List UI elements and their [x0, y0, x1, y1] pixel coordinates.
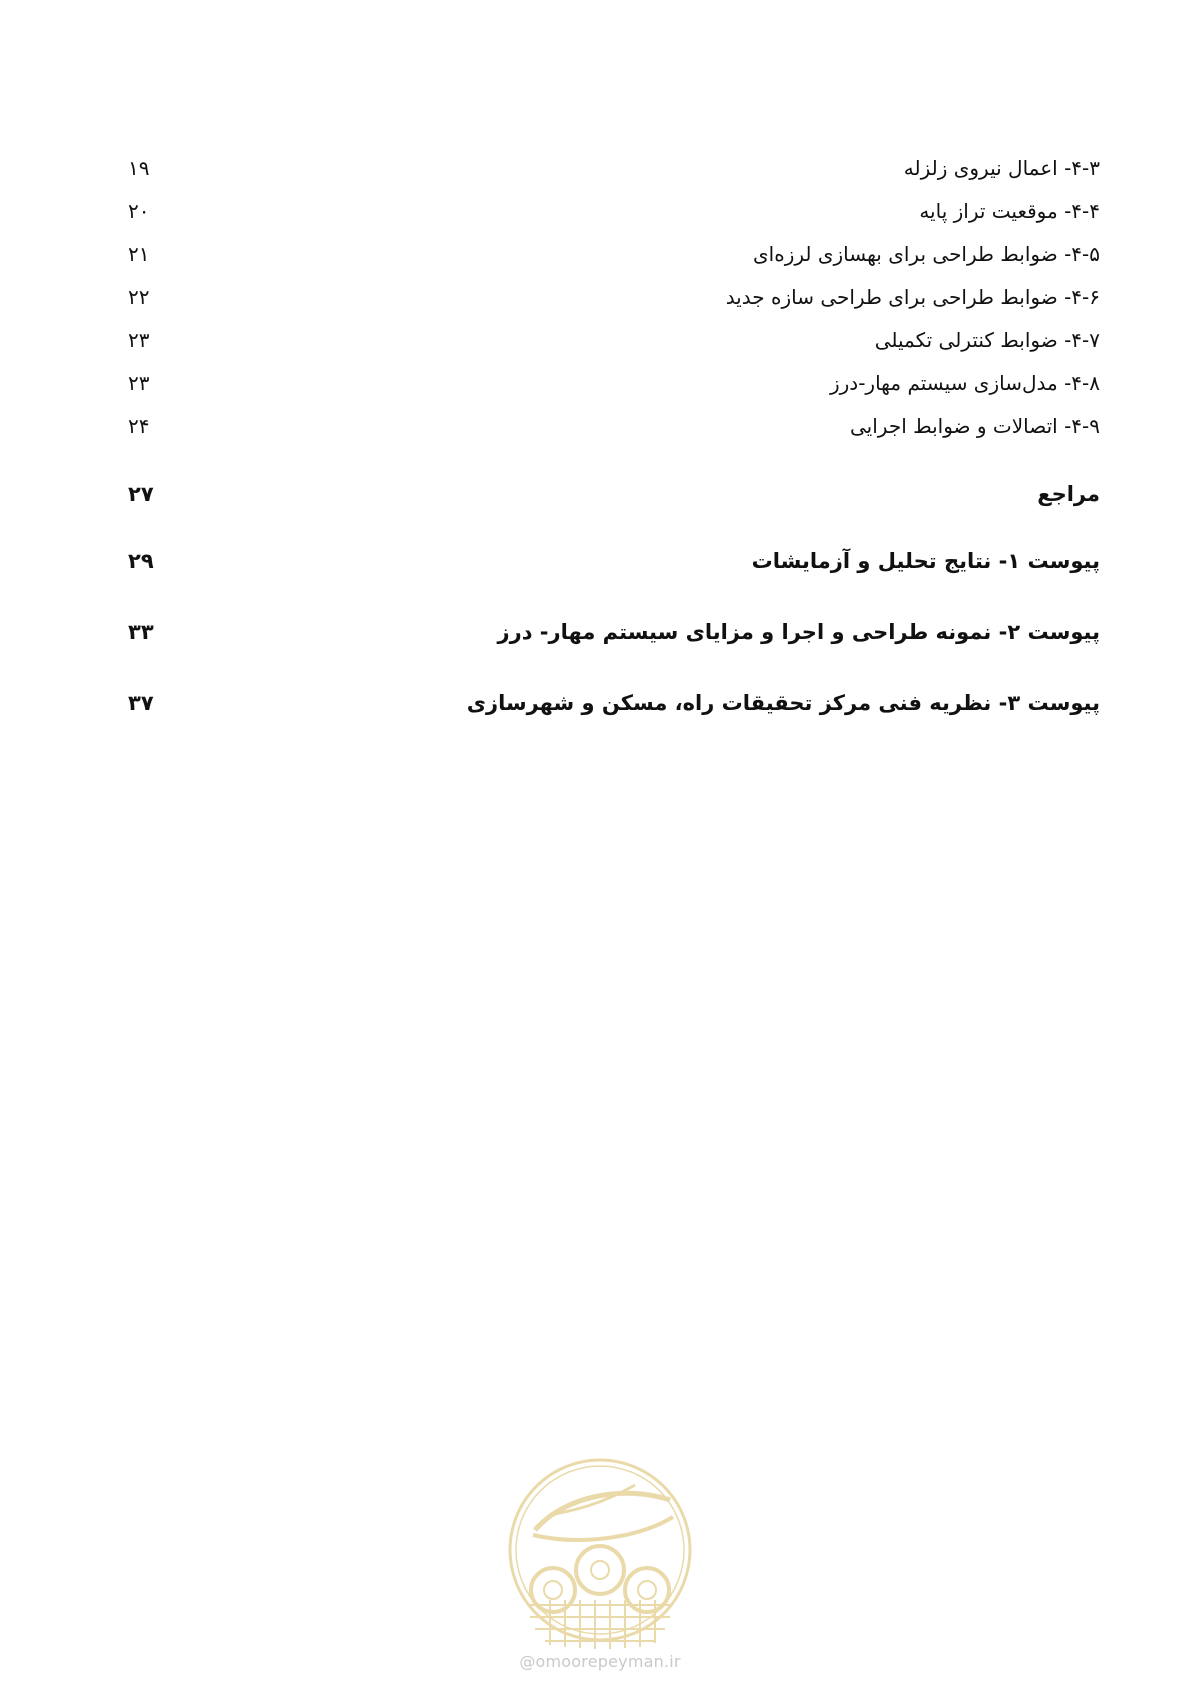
- toc-entry-title: ۴-۳- اعمال نیروی زلزله: [903, 156, 1100, 180]
- toc-entry-page: ۲۱: [128, 242, 150, 266]
- toc-entry-page: ۱۹: [128, 156, 150, 180]
- toc-entry-major: [120, 474, 1100, 514]
- toc-entry-page: ۲۲: [128, 285, 150, 309]
- toc-entry-page: ۲۰: [128, 199, 150, 223]
- toc-entry-page: ۳۳: [128, 620, 154, 644]
- toc-entry: [120, 320, 1100, 360]
- toc-entry-page: ۳۷: [128, 691, 154, 715]
- watermark-site: @omoorepeyman.ir: [519, 1652, 681, 1671]
- toc-entry-page: ۲۷: [128, 482, 154, 506]
- toc-entry-page: ۲۴: [128, 414, 150, 438]
- toc-entry-title: مراجع: [1037, 482, 1100, 506]
- toc-entry: [120, 406, 1100, 446]
- toc-entry-title: پیوست ۱- نتایج تحلیل و آزمایشات: [751, 549, 1100, 573]
- toc-entry: [120, 148, 1100, 188]
- toc-entry-title: ۴-۸- مدل‌سازی سیستم مهار-درز: [829, 371, 1100, 395]
- toc-entry: [120, 277, 1100, 317]
- toc-entry-page: ۲۳: [128, 371, 150, 395]
- watermark-logo: [505, 1455, 695, 1655]
- toc-entry-title: ۴-۴- موقعیت تراز پایه: [919, 199, 1100, 223]
- toc-entry: [120, 191, 1100, 231]
- toc-entry-page: ۲۳: [128, 328, 150, 352]
- toc-entry-major: [120, 612, 1100, 652]
- toc-entry-title: ۴-۵- ضوابط طراحی برای بهسازی لرزه‌ای: [753, 242, 1100, 266]
- toc-entry-major: [120, 683, 1100, 723]
- toc-entry-title: پیوست ۲- نمونه طراحی و اجرا و مزایای سیستم مهار- درز: [497, 620, 1100, 644]
- toc-entry-title: پیوست ۳- نظریه فنی مرکز تحقیقات راه، مسکن و شهرسازی: [466, 691, 1100, 715]
- toc-entry-title: ۴-۶- ضوابط طراحی برای طراحی سازه جدید: [725, 285, 1100, 309]
- toc-entry-page: ۲۹: [128, 549, 154, 573]
- toc-entry: [120, 234, 1100, 274]
- toc-entry-title: ۴-۹- اتصالات و ضوابط اجرایی: [850, 414, 1100, 438]
- toc-entry-title: ۴-۷- ضوابط کنترلی تکمیلی: [874, 328, 1100, 352]
- toc-entry: [120, 363, 1100, 403]
- toc-entry-major: [120, 541, 1100, 581]
